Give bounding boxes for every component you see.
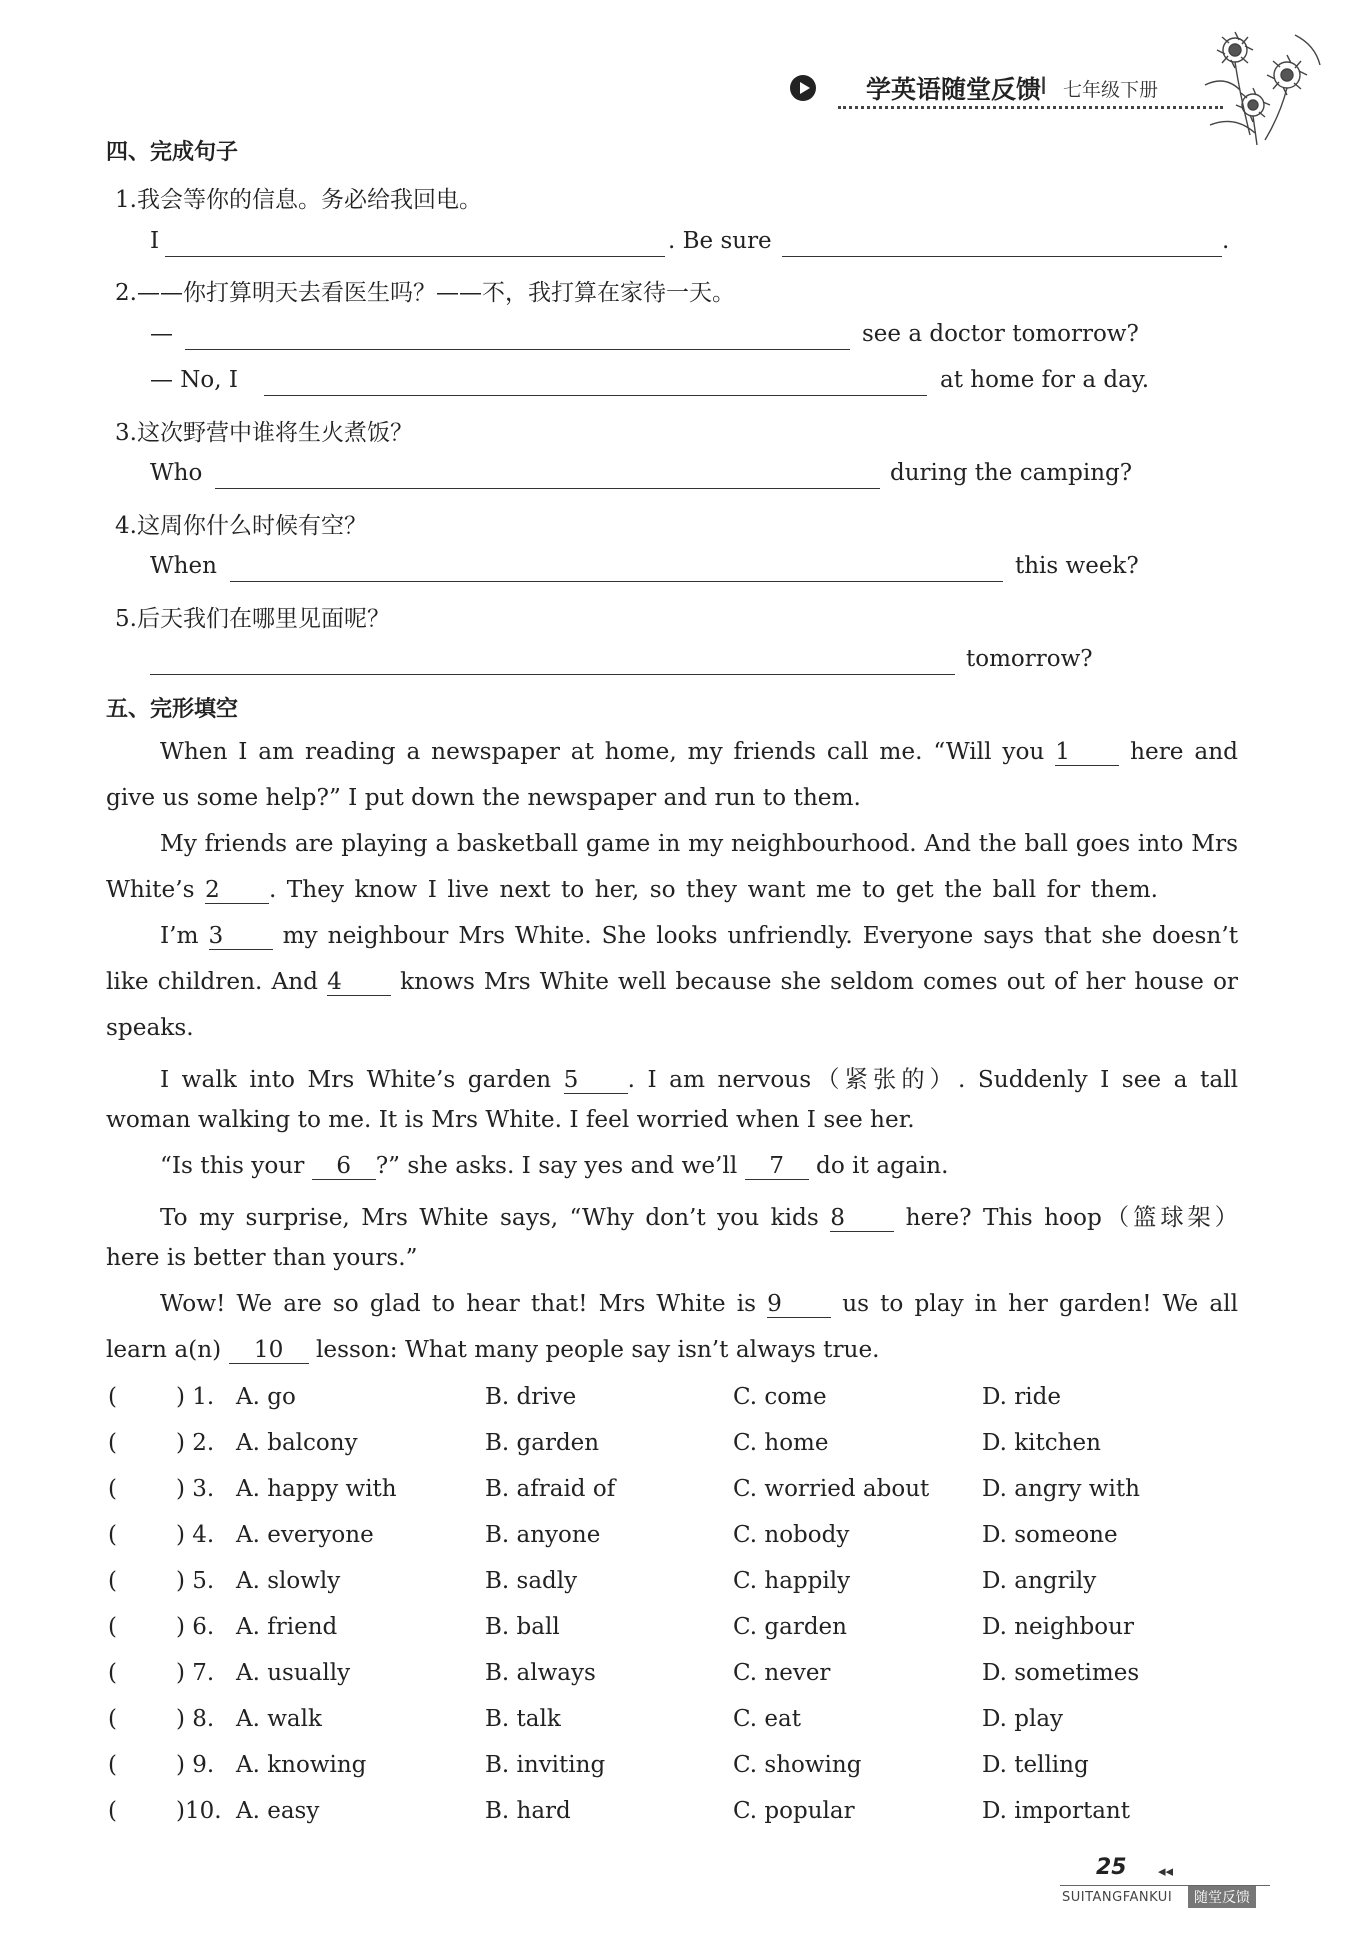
back-arrows-icon: ◂◂ xyxy=(1158,1862,1174,1880)
q1-text-mid: . Be sure xyxy=(668,228,772,254)
option-d[interactable]: D. ride xyxy=(982,1384,1061,1410)
option-c[interactable]: C. popular xyxy=(733,1798,855,1824)
option-number: ) 7. xyxy=(176,1660,215,1686)
q5-text-end: tomorrow? xyxy=(966,646,1093,672)
page-number: 25 xyxy=(1096,1855,1127,1880)
option-b[interactable]: B. inviting xyxy=(485,1752,606,1778)
answer-paren[interactable]: ( xyxy=(108,1660,117,1686)
option-b[interactable]: B. hard xyxy=(485,1798,571,1824)
option-b[interactable]: B. drive xyxy=(485,1384,577,1410)
passage-line: give us some help?” I put down the newspaper and run to them. xyxy=(106,784,861,811)
passage-line: learn a(n) 10 lesson: What many people say isn’t always true. xyxy=(106,1336,880,1363)
option-d[interactable]: D. someone xyxy=(982,1522,1118,1548)
section5-heading: 五、完形填空 xyxy=(106,697,239,722)
option-c[interactable]: C. showing xyxy=(733,1752,862,1778)
option-number: ) 3. xyxy=(176,1476,215,1502)
option-a[interactable]: A. knowing xyxy=(236,1752,367,1778)
q2-dash: — xyxy=(150,321,173,347)
gap-5[interactable]: 5 xyxy=(564,1067,628,1094)
option-d[interactable]: D. angrily xyxy=(982,1568,1097,1594)
option-c[interactable]: C. home xyxy=(733,1430,829,1456)
q1-text-end: . xyxy=(1222,228,1230,254)
option-number: ) 5. xyxy=(176,1568,215,1594)
option-c[interactable]: C. garden xyxy=(733,1614,847,1640)
passage-line: My friends are playing a basketball game in my neighbourhood. And the ball goes into Mrs xyxy=(160,830,1238,857)
option-c[interactable]: C. nobody xyxy=(733,1522,850,1548)
option-d[interactable]: D. kitchen xyxy=(982,1430,1101,1456)
option-a[interactable]: A. easy xyxy=(236,1798,320,1824)
option-a[interactable]: A. friend xyxy=(236,1614,338,1640)
option-c[interactable]: C. happily xyxy=(733,1568,851,1594)
option-number: ) 1. xyxy=(176,1384,215,1410)
header-title: 学英语随堂反馈 xyxy=(866,75,1042,104)
option-a[interactable]: A. happy with xyxy=(236,1476,397,1502)
sunflower-decoration-icon xyxy=(1195,15,1330,150)
question-1-prompt: 1.我会等你的信息。务必给我回电。 xyxy=(115,187,482,213)
q3-text-end: during the camping? xyxy=(890,460,1133,486)
q2-text-end-2: at home for a day. xyxy=(940,367,1150,393)
passage-line: To my surprise, Mrs White says, “Why don’t you kids 8 here? This hoop（篮球架） xyxy=(160,1204,1238,1231)
answer-paren[interactable]: ( xyxy=(108,1384,117,1410)
option-a[interactable]: A. go xyxy=(236,1384,296,1410)
option-number: ) 2. xyxy=(176,1430,215,1456)
passage-line: woman walking to me. It is Mrs White. I feel worried when I see her. xyxy=(106,1106,915,1133)
question-2-prompt: 2.——你打算明天去看医生吗？——不，我打算在家待一天。 xyxy=(115,280,735,306)
option-a[interactable]: A. balcony xyxy=(236,1430,358,1456)
option-b[interactable]: B. sadly xyxy=(485,1568,578,1594)
gap-9[interactable]: 9 xyxy=(767,1291,831,1318)
q4-answer-blank[interactable] xyxy=(230,581,1003,582)
option-number: ) 9. xyxy=(176,1752,215,1778)
option-b[interactable]: B. garden xyxy=(485,1430,600,1456)
answer-paren[interactable]: ( xyxy=(108,1522,117,1548)
q1-text-start: I xyxy=(150,228,160,254)
option-number: ) 8. xyxy=(176,1706,215,1732)
option-d[interactable]: D. angry with xyxy=(982,1476,1140,1502)
passage-line: I’m 3 my neighbour Mrs White. She looks unfriendly. Everyone says that she doesn’t xyxy=(160,922,1239,949)
option-c[interactable]: C. never xyxy=(733,1660,831,1686)
answer-paren[interactable]: ( xyxy=(108,1476,117,1502)
answer-paren[interactable]: ( xyxy=(108,1798,117,1824)
option-b[interactable]: B. talk xyxy=(485,1706,561,1732)
option-d[interactable]: D. play xyxy=(982,1706,1064,1732)
q3-text-start: Who xyxy=(150,460,203,486)
gap-3[interactable]: 3 xyxy=(209,923,273,950)
option-c[interactable]: C. worried about xyxy=(733,1476,930,1502)
question-5-prompt: 5.后天我们在哪里见面呢？ xyxy=(115,606,390,632)
option-d[interactable]: D. neighbour xyxy=(982,1614,1134,1640)
q4-text-start: When xyxy=(150,553,217,579)
answer-paren[interactable]: ( xyxy=(108,1706,117,1732)
answer-paren[interactable]: ( xyxy=(108,1752,117,1778)
passage-line: speaks. xyxy=(106,1014,194,1041)
passage-line: White’s 2 . They know I live next to her, so they want me to get the ball for them. xyxy=(106,876,1158,903)
play-icon xyxy=(790,75,816,101)
q3-answer-blank[interactable] xyxy=(215,488,880,489)
passage-line: Wow! We are so glad to hear that! Mrs White is 9 us to play in her garden! We all xyxy=(160,1290,1238,1317)
option-number: ) 4. xyxy=(176,1522,215,1548)
header-grade: 七年级下册 xyxy=(1063,79,1159,101)
gap-4[interactable]: 4 xyxy=(327,969,391,996)
option-b[interactable]: B. always xyxy=(485,1660,596,1686)
option-a[interactable]: A. usually xyxy=(236,1660,351,1686)
header-separator: Ⅰ xyxy=(1040,72,1048,100)
option-a[interactable]: A. walk xyxy=(236,1706,322,1732)
gap-8[interactable]: 8 xyxy=(830,1205,894,1232)
option-b[interactable]: B. ball xyxy=(485,1614,560,1640)
passage-line: here is better than yours.” xyxy=(106,1244,418,1271)
option-b[interactable]: B. afraid of xyxy=(485,1476,616,1502)
question-3-prompt: 3.这次野营中谁将生火煮饭？ xyxy=(115,420,413,446)
passage-line: I walk into Mrs White’s garden 5 . I am nervous（紧张的）. Suddenly I see a tall xyxy=(160,1066,1239,1093)
gap-1[interactable]: 1 xyxy=(1055,739,1119,766)
option-d[interactable]: D. important xyxy=(982,1798,1130,1824)
q1-answer-blank-1[interactable] xyxy=(165,256,665,257)
q2-reply-start: — No, I xyxy=(150,367,238,393)
option-number: ) 6. xyxy=(176,1614,215,1640)
passage-line: “Is this your 6 ?” she asks. I say yes and we’ll 7 do it again. xyxy=(160,1152,949,1179)
gap-6[interactable]: 6 xyxy=(312,1153,376,1180)
option-c[interactable]: C. come xyxy=(733,1384,827,1410)
q2-answer-blank-2[interactable] xyxy=(264,395,927,396)
option-a[interactable]: A. everyone xyxy=(236,1522,374,1548)
gap-10[interactable]: 10 xyxy=(229,1337,309,1364)
option-d[interactable]: D. telling xyxy=(982,1752,1089,1778)
gap-2[interactable]: 2 xyxy=(205,877,269,904)
q2-text-end-1: see a doctor tomorrow? xyxy=(862,321,1139,347)
option-b[interactable]: B. anyone xyxy=(485,1522,601,1548)
section4-heading: 四、完成句子 xyxy=(106,140,239,165)
question-4-prompt: 4.这周你什么时候有空？ xyxy=(115,513,367,539)
q1-answer-blank-2[interactable] xyxy=(782,256,1222,257)
option-d[interactable]: D. sometimes xyxy=(982,1660,1140,1686)
passage-line: like children. And 4 knows Mrs White well because she seldom comes out of her house or xyxy=(106,968,1238,995)
passage-line: When I am reading a newspaper at home, my friends call me. “Will you 1 here and xyxy=(160,738,1238,765)
gap-7[interactable]: 7 xyxy=(745,1153,809,1180)
header-dotted-rule xyxy=(838,106,1223,109)
q4-text-end: this week? xyxy=(1015,553,1139,579)
option-a[interactable]: A. slowly xyxy=(236,1568,341,1594)
option-number: )10. xyxy=(176,1798,222,1824)
answer-paren[interactable]: ( xyxy=(108,1568,117,1594)
answer-paren[interactable]: ( xyxy=(108,1430,117,1456)
q5-answer-blank[interactable] xyxy=(150,674,955,675)
footer-brand-en: SUITANGFANKUI xyxy=(1062,1890,1173,1905)
q2-answer-blank-1[interactable] xyxy=(185,349,850,350)
answer-paren[interactable]: ( xyxy=(108,1614,117,1640)
option-c[interactable]: C. eat xyxy=(733,1706,801,1732)
footer-brand-cn: 随堂反馈 xyxy=(1188,1886,1256,1908)
